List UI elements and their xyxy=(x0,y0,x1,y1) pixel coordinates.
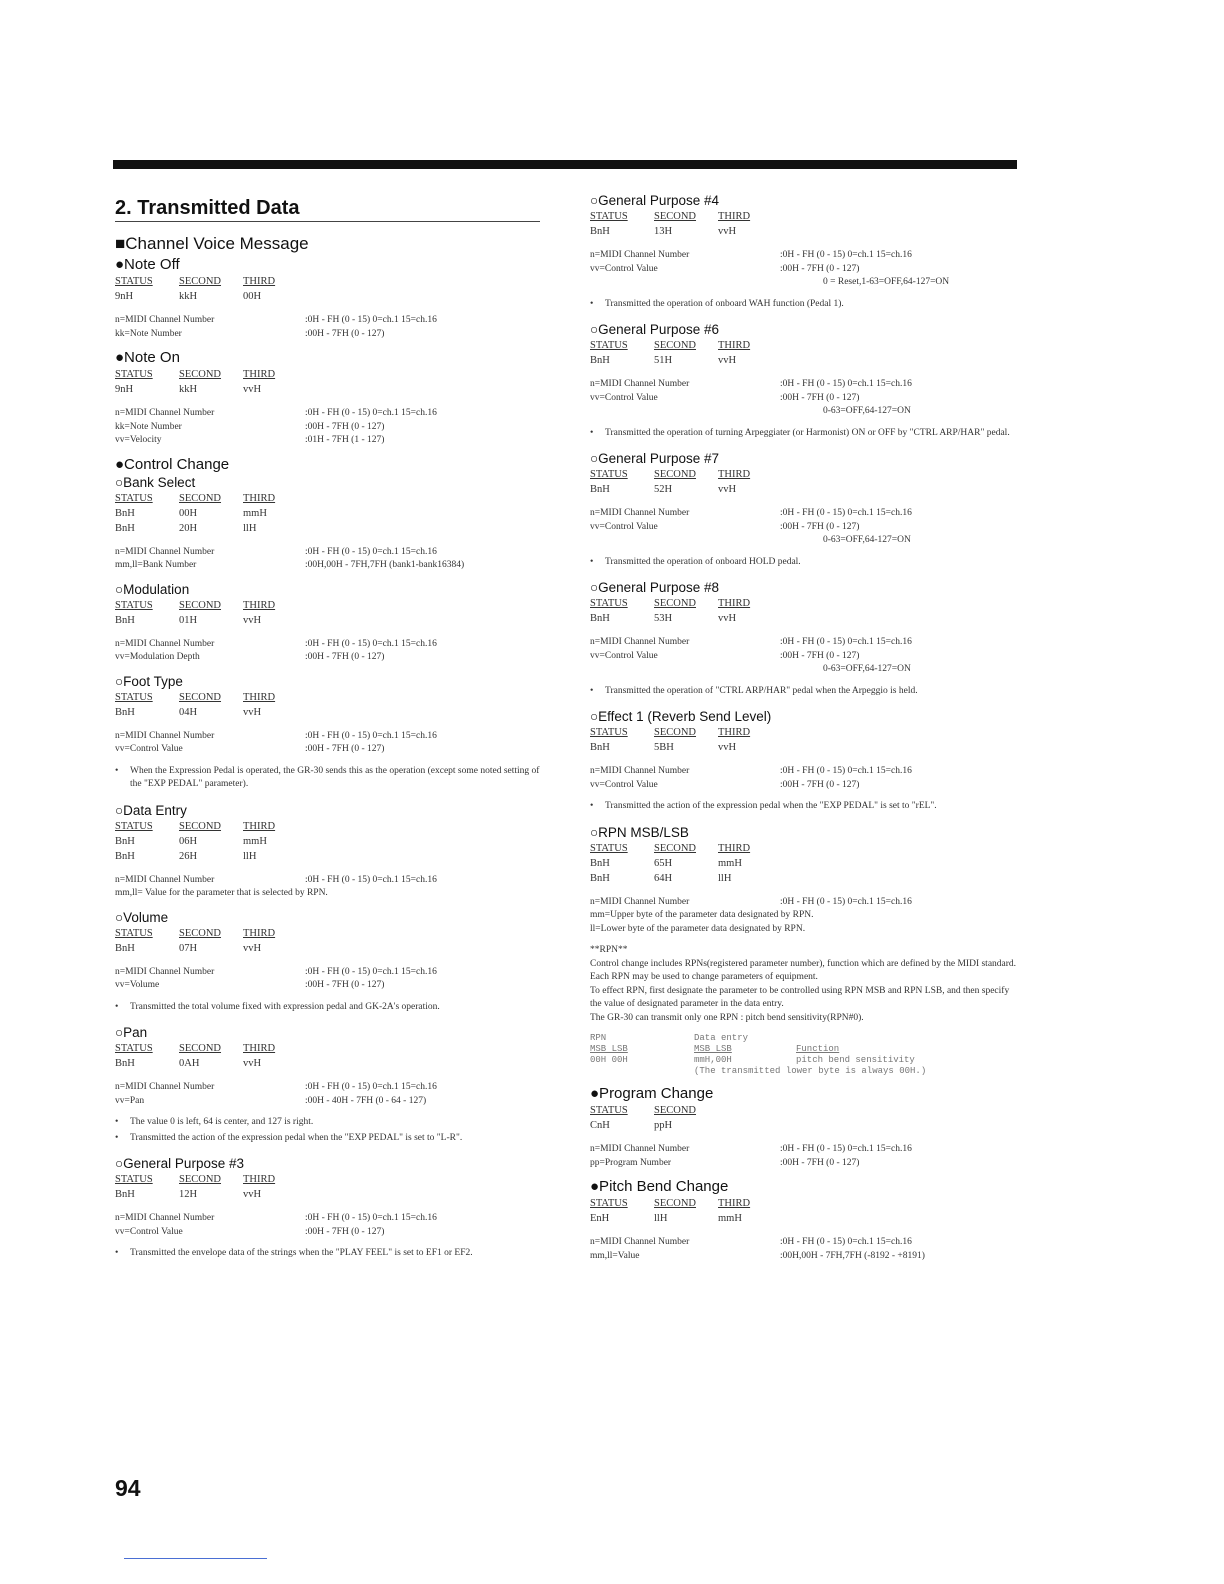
def-key: kk=Note Number xyxy=(115,421,182,432)
pan-note-2 xyxy=(115,1132,545,1146)
table-cell: BnH xyxy=(115,942,135,954)
col-header: SECOND xyxy=(654,211,697,222)
def-key: vv=Control Value xyxy=(590,392,658,403)
table-cell: llH xyxy=(243,522,257,534)
bullet-mark: • xyxy=(590,685,594,696)
table-cell: kkH xyxy=(179,291,198,302)
def-key: vv=Control Value xyxy=(590,650,658,661)
code-cell: pitch bend sensitivity xyxy=(796,1055,915,1065)
note-off-heading: ●Note Off xyxy=(115,256,180,273)
gp8-table xyxy=(590,596,1020,626)
foot-type-table xyxy=(115,690,545,720)
col-header: STATUS xyxy=(115,599,153,611)
col-header: SECOND xyxy=(179,276,222,287)
def-key: vv=Modulation Depth xyxy=(115,652,200,662)
table-cell: 07H xyxy=(179,942,198,954)
def-value: :00H,00H - 7FH,7FH (-8192 - +8191) xyxy=(780,1250,925,1261)
def-value: :0H - FH (0 - 15) 0=ch.1 15=ch.16 xyxy=(780,896,912,907)
col-header: THIRD xyxy=(718,340,751,351)
def-continuation: 0 = Reset,1-63=OFF,64-127=ON xyxy=(823,277,950,287)
col-header: STATUS xyxy=(590,469,628,480)
def-value: :0H - FH (0 - 15) 0=ch.1 15=ch.16 xyxy=(780,1144,912,1154)
table-cell: 01H xyxy=(179,614,198,626)
def-value: :00H - 7FH (0 - 127) xyxy=(780,650,860,661)
col-header: THIRD xyxy=(718,727,751,738)
col-header: STATUS xyxy=(590,1105,628,1116)
pan-defs xyxy=(115,1081,545,1108)
table-cell: 9nH xyxy=(115,384,134,395)
table-cell: BnH xyxy=(590,742,610,753)
col-header: STATUS xyxy=(115,276,153,287)
col-header: SECOND xyxy=(179,599,222,611)
gp8-heading: ○General Purpose #8 xyxy=(590,580,719,595)
code-cell: (The transmitted lower byte is always 00H.) xyxy=(694,1066,927,1076)
def-key: kk=Note Number xyxy=(115,328,182,339)
rpn-subheading: **RPN** xyxy=(590,945,628,955)
pitch-bend-heading: ●Pitch Bend Change xyxy=(590,1178,729,1195)
bullet-mark: • xyxy=(590,427,594,438)
table-cell: CnH xyxy=(590,1120,610,1131)
note-on-heading: ●Note On xyxy=(115,349,180,366)
table-cell: BnH xyxy=(590,872,610,884)
table-cell: 04H xyxy=(179,706,198,718)
gp7-table xyxy=(590,467,1020,497)
note-text: Transmitted the envelope data of the strings when the "PLAY FEEL" is set to EF1 or EF2. xyxy=(130,1248,473,1258)
col-header: THIRD xyxy=(718,469,751,480)
table-cell: BnH xyxy=(115,507,135,519)
gp4-defs xyxy=(590,249,1020,290)
gp6-table xyxy=(590,338,1020,368)
col-header: THIRD xyxy=(243,492,276,504)
table-cell: llH xyxy=(243,850,257,862)
bullet-mark: • xyxy=(115,1248,119,1258)
table-cell: 00H xyxy=(243,291,262,302)
table-cell: BnH xyxy=(115,522,135,534)
col-header: SECOND xyxy=(654,842,697,854)
def-value: :00H - 7FH (0 - 127) xyxy=(305,652,385,662)
def-value: :00H - 7FH (0 - 127) xyxy=(305,421,385,432)
rpn-explanation xyxy=(590,944,1020,1025)
def-value: :00H - 7FH (0 - 127) xyxy=(305,328,385,339)
effect1-heading: ○Effect 1 (Reverb Send Level) xyxy=(590,709,772,724)
volume-note xyxy=(115,1001,545,1015)
table-cell: mmH xyxy=(243,835,267,847)
note-text: When the Expression Pedal is operated, the GR-30 sends this as the operation (except some noted setting of the "EXP PEDAL" parameter). xyxy=(130,765,540,789)
code-cell: Data entry xyxy=(694,1033,749,1043)
def-key: n=MIDI Channel Number xyxy=(115,874,215,885)
pitch-bend-defs xyxy=(590,1236,1020,1263)
def-key: n=MIDI Channel Number xyxy=(590,508,690,518)
pan-heading: ○Pan xyxy=(115,1025,148,1040)
col-header: STATUS xyxy=(115,691,153,703)
def-key: n=MIDI Channel Number xyxy=(590,637,690,647)
data-entry-table xyxy=(115,819,545,864)
table-cell: llH xyxy=(718,872,732,884)
gp8-note xyxy=(590,685,1020,699)
gp7-note xyxy=(590,556,1020,570)
code-cell: 00H 00H xyxy=(590,1055,628,1065)
def-value: :00H - 7FH (0 - 127) xyxy=(780,1157,860,1168)
def-value: :0H - FH (0 - 15) 0=ch.1 15=ch.16 xyxy=(305,546,437,557)
def-key: vv=Control Value xyxy=(590,521,658,532)
note-text: Transmitted the total volume fixed with expression pedal and GK-2A's operation. xyxy=(130,1001,440,1012)
right-column xyxy=(590,192,1020,1271)
col-header: THIRD xyxy=(243,691,276,703)
effect1-note xyxy=(590,800,1020,814)
def-line: mm,ll= Value for the parameter that is selected by RPN. xyxy=(115,888,328,898)
def-value: :00H - 7FH (0 - 127) xyxy=(305,1226,385,1237)
def-value: :0H - FH (0 - 15) 0=ch.1 15=ch.16 xyxy=(780,766,912,776)
bullet-mark: • xyxy=(115,1132,119,1143)
table-cell: BnH xyxy=(115,1189,135,1200)
def-value: :00H,00H - 7FH,7FH (bank1-bank16384) xyxy=(305,560,465,570)
table-cell: BnH xyxy=(115,850,135,862)
def-value: :0H - FH (0 - 15) 0=ch.1 15=ch.16 xyxy=(305,966,437,977)
code-cell: Function xyxy=(796,1044,840,1054)
paragraph-text: The GR-30 can transmit only one RPN : pitch bend sensitivity(RPN#0). xyxy=(590,1012,864,1023)
col-header: STATUS xyxy=(590,727,628,738)
table-cell: 12H xyxy=(179,1189,198,1200)
pitch-bend-table xyxy=(590,1196,1020,1226)
note-text: Transmitted the action of the expression pedal when the "EXP PEDAL" is set to "rEL". xyxy=(605,801,937,811)
col-header: THIRD xyxy=(243,276,276,287)
code-cell: RPN xyxy=(590,1033,607,1043)
col-header: THIRD xyxy=(243,1043,276,1054)
def-value: :0H - FH (0 - 15) 0=ch.1 15=ch.16 xyxy=(780,1237,912,1247)
table-cell: BnH xyxy=(590,355,610,366)
def-key: n=MIDI Channel Number xyxy=(590,1144,690,1154)
code-cell: mmH,00H xyxy=(694,1055,732,1065)
bullet-mark: • xyxy=(115,765,119,776)
def-key: n=MIDI Channel Number xyxy=(115,315,215,325)
def-value: :00H - 7FH (0 - 127) xyxy=(780,263,860,274)
def-line: mm=Upper byte of the parameter data designated by RPN. xyxy=(590,910,814,920)
gp6-heading: ○General Purpose #6 xyxy=(590,322,719,337)
def-key: vv=Control Value xyxy=(115,744,183,754)
note-text: Transmitted the operation of "CTRL ARP/HAR" pedal when the Arpeggio is held. xyxy=(605,685,918,696)
gp4-table xyxy=(590,209,1020,239)
page-title: 2. Transmitted Data xyxy=(115,196,540,222)
note-on-table xyxy=(115,367,545,397)
col-header: SECOND xyxy=(179,927,222,939)
col-header: THIRD xyxy=(718,211,751,222)
bank-select-heading: ○Bank Select xyxy=(115,474,196,490)
note-off-defs xyxy=(115,314,545,341)
note-text: Transmitted the operation of turning Arpeggiater (or Harmonist) ON or OFF by "CTRL ARP/HAR" pedal. xyxy=(605,427,1010,438)
def-key: n=MIDI Channel Number xyxy=(115,1082,215,1092)
bank-select-defs xyxy=(115,546,545,573)
col-header: STATUS xyxy=(590,340,628,351)
def-value: :00H - 40H - 7FH (0 - 64 - 127) xyxy=(305,1095,427,1106)
table-cell: BnH xyxy=(115,706,135,718)
gp3-defs xyxy=(115,1212,545,1239)
data-entry-heading: ○Data Entry xyxy=(115,802,187,818)
table-cell: kkH xyxy=(179,384,198,395)
gp3-heading: ○General Purpose #3 xyxy=(115,1156,244,1171)
col-header: SECOND xyxy=(654,598,697,609)
table-cell: 9nH xyxy=(115,291,134,302)
col-header: STATUS xyxy=(115,1174,153,1185)
foot-type-heading: ○Foot Type xyxy=(115,673,183,689)
col-header: SECOND xyxy=(654,469,697,480)
def-key: mm,ll=Value xyxy=(590,1250,640,1261)
def-key: vv=Control Value xyxy=(590,263,658,274)
col-header: SECOND xyxy=(179,1043,222,1054)
program-change-heading: ●Program Change xyxy=(590,1085,714,1102)
col-header: STATUS xyxy=(590,211,628,222)
def-key: vv=Velocity xyxy=(115,435,162,445)
note-off-table xyxy=(115,274,545,304)
def-value: :0H - FH (0 - 15) 0=ch.1 15=ch.16 xyxy=(780,379,912,389)
rpn-table xyxy=(590,841,1020,886)
col-header: STATUS xyxy=(115,820,153,832)
def-key: vv=Control Value xyxy=(115,1226,183,1237)
col-header: SECOND xyxy=(654,727,697,738)
bullet-mark: • xyxy=(115,1117,119,1127)
def-value: :01H - 7FH (1 - 127) xyxy=(305,435,385,445)
col-header: STATUS xyxy=(590,842,628,854)
table-cell: 26H xyxy=(179,850,198,862)
modulation-heading: ○Modulation xyxy=(115,581,190,597)
bank-select-table xyxy=(115,491,545,536)
header-rule xyxy=(113,160,1017,169)
col-header: THIRD xyxy=(243,820,276,832)
def-key: vv=Control Value xyxy=(590,779,658,790)
table-cell: BnH xyxy=(590,613,610,624)
program-change-defs xyxy=(590,1143,1020,1170)
col-header: STATUS xyxy=(115,492,153,504)
table-cell: 52H xyxy=(654,484,673,495)
gp8-defs xyxy=(590,636,1020,677)
table-cell: BnH xyxy=(590,857,610,869)
left-column xyxy=(115,192,545,1271)
col-header: SECOND xyxy=(179,369,222,380)
table-cell: BnH xyxy=(590,226,610,237)
table-cell: BnH xyxy=(115,614,135,626)
col-header: SECOND xyxy=(654,340,697,351)
table-cell: llH xyxy=(654,1213,668,1224)
note-text: The value 0 is left, 64 is center, and 127 is right. xyxy=(130,1117,314,1127)
rpn-heading: ○RPN MSB/LSB xyxy=(590,824,689,840)
bullet-mark: • xyxy=(115,1001,119,1012)
gp3-note xyxy=(115,1247,545,1261)
table-cell: vvH xyxy=(243,942,262,954)
col-header: STATUS xyxy=(590,598,628,609)
def-value: :0H - FH (0 - 15) 0=ch.1 15=ch.16 xyxy=(305,1213,437,1223)
def-continuation: 0-63=OFF,64-127=ON xyxy=(823,535,911,545)
paragraph-text: Control change includes RPNs(registered parameter number), function which are defined by the MIDI standard. Each RPN may be used to change parameters of equipment. xyxy=(590,958,1017,982)
table-cell: 5BH xyxy=(654,742,674,753)
def-key: n=MIDI Channel Number xyxy=(590,379,690,389)
table-cell: 0AH xyxy=(179,1058,200,1069)
gp7-defs xyxy=(590,507,1020,548)
col-header: STATUS xyxy=(590,1198,628,1209)
table-cell: 64H xyxy=(654,872,673,884)
def-key: mm,ll=Bank Number xyxy=(115,560,197,570)
table-cell: BnH xyxy=(115,835,135,847)
col-header: SECOND xyxy=(179,492,222,504)
code-cell: MSB LSB xyxy=(590,1044,628,1054)
foot-type-defs xyxy=(115,730,545,757)
gp6-note xyxy=(590,427,1020,441)
col-header: SECOND xyxy=(654,1105,697,1116)
modulation-table xyxy=(115,598,545,628)
col-header: SECOND xyxy=(179,820,222,832)
def-key: vv=Volume xyxy=(115,980,160,990)
table-cell: vvH xyxy=(718,355,737,366)
col-header: STATUS xyxy=(115,1043,153,1054)
table-cell: mmH xyxy=(243,507,267,519)
def-key: vv=Pan xyxy=(115,1095,145,1106)
col-header: THIRD xyxy=(243,369,276,380)
table-cell: mmH xyxy=(718,1213,742,1224)
col-header: THIRD xyxy=(243,1174,276,1185)
def-key: n=MIDI Channel Number xyxy=(590,250,690,260)
table-cell: EnH xyxy=(590,1213,610,1224)
note-text: Transmitted the operation of onboard HOLD pedal. xyxy=(605,556,801,567)
col-header: STATUS xyxy=(115,369,153,380)
pan-table xyxy=(115,1041,545,1071)
def-key: pp=Program Number xyxy=(590,1157,672,1168)
def-key: n=MIDI Channel Number xyxy=(115,638,215,649)
pan-note-1 xyxy=(115,1116,545,1130)
table-cell: vvH xyxy=(718,484,737,495)
table-cell: BnH xyxy=(590,484,610,495)
table-cell: 13H xyxy=(654,226,673,237)
def-value: :0H - FH (0 - 15) 0=ch.1 15=ch.16 xyxy=(305,874,437,885)
table-cell: vvH xyxy=(243,706,262,718)
gp4-heading: ○General Purpose #4 xyxy=(590,193,719,208)
def-key: n=MIDI Channel Number xyxy=(590,896,690,907)
def-value: :0H - FH (0 - 15) 0=ch.1 15=ch.16 xyxy=(305,730,437,741)
col-header: SECOND xyxy=(654,1198,697,1209)
table-cell: vvH xyxy=(718,226,737,237)
def-value: :00H - 7FH (0 - 127) xyxy=(305,744,385,754)
rpn-code-table xyxy=(590,1033,1020,1077)
table-cell: mmH xyxy=(718,857,742,869)
def-value: :00H - 7FH (0 - 127) xyxy=(780,521,860,532)
table-cell: ppH xyxy=(654,1120,673,1131)
col-header: THIRD xyxy=(718,1198,751,1209)
def-key: n=MIDI Channel Number xyxy=(115,1213,215,1223)
table-cell: vvH xyxy=(243,384,262,395)
gp3-table xyxy=(115,1172,545,1202)
code-cell xyxy=(590,1066,694,1077)
paragraph-text: To effect RPN, first designate the parameter to be controlled using RPN MSB and RPN LSB, and then specify the value of designated parameter in the data entry. xyxy=(590,985,1010,1009)
col-header: SECOND xyxy=(179,1174,222,1185)
def-value: :00H - 7FH (0 - 127) xyxy=(305,980,385,990)
def-value: :00H - 7FH (0 - 127) xyxy=(780,779,860,790)
table-cell: 00H xyxy=(179,507,198,519)
note-on-defs xyxy=(115,407,545,448)
note-text: Transmitted the operation of onboard WAH function (Pedal 1). xyxy=(605,298,844,309)
table-cell: vvH xyxy=(718,742,737,753)
col-header: THIRD xyxy=(718,598,751,609)
gp7-heading: ○General Purpose #7 xyxy=(590,451,719,466)
def-value: :0H - FH (0 - 15) 0=ch.1 15=ch.16 xyxy=(780,637,912,647)
modulation-defs xyxy=(115,638,545,665)
def-value: :0H - FH (0 - 15) 0=ch.1 15=ch.16 xyxy=(780,508,912,518)
col-header: STATUS xyxy=(115,927,153,939)
col-header: SECOND xyxy=(179,691,222,703)
bullet-mark: • xyxy=(590,298,594,309)
table-cell: 20H xyxy=(179,522,198,534)
def-continuation: 0-63=OFF,64-127=ON xyxy=(823,406,911,416)
col-header: THIRD xyxy=(243,927,276,939)
def-key: n=MIDI Channel Number xyxy=(115,546,215,557)
def-value: :0H - FH (0 - 15) 0=ch.1 15=ch.16 xyxy=(305,408,437,418)
rpn-defs xyxy=(590,896,1020,937)
note-text: Transmitted the action of the expression pedal when the "EXP PEDAL" is set to "L-R". xyxy=(130,1132,463,1143)
def-value: :0H - FH (0 - 15) 0=ch.1 15=ch.16 xyxy=(305,638,437,649)
effect1-table xyxy=(590,725,1020,755)
col-header: THIRD xyxy=(718,842,751,854)
def-value: :0H - FH (0 - 15) 0=ch.1 15=ch.16 xyxy=(780,250,912,260)
page-number: 94 xyxy=(115,1475,141,1501)
def-key: n=MIDI Channel Number xyxy=(115,408,215,418)
code-cell: MSB LSB xyxy=(694,1044,732,1054)
table-cell: vvH xyxy=(718,613,737,624)
table-cell: vvH xyxy=(243,1189,262,1200)
table-cell: 51H xyxy=(654,355,673,366)
table-cell: vvH xyxy=(243,1058,262,1069)
control-change-heading: ●Control Change xyxy=(115,455,230,473)
category-heading: ■Channel Voice Message xyxy=(115,234,309,253)
foot-type-note xyxy=(115,765,545,792)
volume-defs xyxy=(115,966,545,993)
data-entry-defs xyxy=(115,874,545,901)
col-header: THIRD xyxy=(243,599,276,611)
effect1-defs xyxy=(590,765,1020,792)
table-cell: 06H xyxy=(179,835,198,847)
volume-table xyxy=(115,926,545,956)
gp4-note xyxy=(590,298,1020,312)
program-change-table xyxy=(590,1103,1020,1133)
bullet-mark: • xyxy=(590,801,594,811)
def-key: n=MIDI Channel Number xyxy=(590,1237,690,1247)
def-line: ll=Lower byte of the parameter data designated by RPN. xyxy=(590,923,806,934)
def-value: :00H - 7FH (0 - 127) xyxy=(780,392,860,403)
table-cell: BnH xyxy=(115,1058,135,1069)
table-cell: 65H xyxy=(654,857,673,869)
table-cell: 53H xyxy=(654,613,673,624)
def-key: n=MIDI Channel Number xyxy=(115,730,215,741)
bullet-mark: • xyxy=(590,556,594,567)
footer-rule xyxy=(124,1558,267,1559)
def-value: :0H - FH (0 - 15) 0=ch.1 15=ch.16 xyxy=(305,1082,437,1092)
def-continuation: 0-63=OFF,64-127=ON xyxy=(823,664,911,674)
def-key: n=MIDI Channel Number xyxy=(115,966,215,977)
table-cell: vvH xyxy=(243,614,262,626)
def-key: n=MIDI Channel Number xyxy=(590,766,690,776)
def-value: :0H - FH (0 - 15) 0=ch.1 15=ch.16 xyxy=(305,315,437,325)
gp6-defs xyxy=(590,378,1020,419)
volume-heading: ○Volume xyxy=(115,909,169,925)
